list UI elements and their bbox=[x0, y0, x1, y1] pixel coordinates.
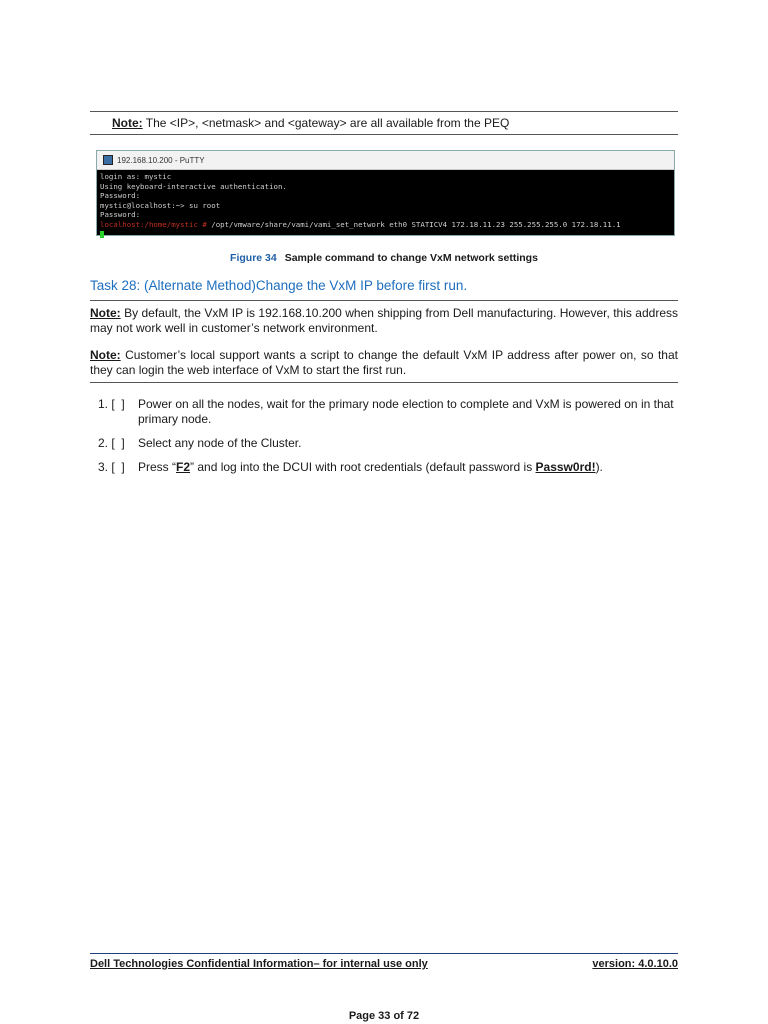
top-note-rule-top bbox=[90, 111, 678, 112]
step-text: Select any node of the Cluster. bbox=[138, 436, 302, 450]
step-text-mid: ” and log into the DCUI with root credentials (default password is bbox=[190, 460, 536, 474]
step-text-post: ). bbox=[595, 460, 603, 474]
footer-confidential: Dell Technologies Confidential Information– for internal use only bbox=[90, 958, 428, 970]
note-local-support bbox=[90, 348, 678, 378]
top-note bbox=[112, 116, 509, 130]
page-number: Page 33 of 72 bbox=[348, 1010, 420, 1022]
terminal-line: Password: bbox=[100, 210, 141, 220]
putty-icon bbox=[103, 155, 113, 165]
terminal-cursor bbox=[100, 231, 104, 238]
note-default-ip bbox=[90, 306, 678, 336]
note-text: The <IP>, <netmask> and <gateway> are all available from the PEQ bbox=[142, 116, 510, 130]
step-checkbox[interactable]: 2. [ ] bbox=[98, 436, 125, 450]
task-heading: Task 28: (Alternate Method)Change the VxM IP before first run. bbox=[90, 278, 468, 293]
note-label: Note: bbox=[112, 116, 143, 130]
terminal-prompt: localhost:/home/mystic # bbox=[100, 219, 207, 229]
terminal-line: Using keyboard-interactive authentication. bbox=[100, 181, 287, 191]
default-password: Passw0rd! bbox=[535, 460, 596, 474]
putty-title: 192.168.10.200 - PuTTY bbox=[117, 155, 205, 165]
figure-caption-text: Sample command to change VxM network settings bbox=[284, 252, 538, 264]
note-text: By default, the VxM IP is 192.168.10.200 when shipping from Dell manufacturing. However, this address may not work well in customer’s network environment. bbox=[90, 306, 678, 335]
step-text-pre: Press “ bbox=[138, 460, 177, 474]
terminal-command: /opt/vmware/share/vami/vami_set_network eth0 STATICV4 172.18.11.23 255.255.255.0 172.18.11.1 bbox=[206, 219, 621, 229]
terminal-command-line bbox=[100, 220, 671, 230]
terminal-cursor-line bbox=[100, 230, 671, 240]
step-item bbox=[98, 460, 678, 475]
top-note-rule-bottom bbox=[90, 134, 678, 135]
step-text: Power on all the nodes, wait for the primary node election to complete and VxM is powered on in that primary node. bbox=[138, 397, 674, 426]
putty-titlebar bbox=[97, 151, 674, 170]
figure-number: Figure 34 bbox=[230, 252, 277, 264]
notes-rule-top bbox=[90, 300, 678, 301]
footer-rule bbox=[90, 953, 678, 954]
step-text bbox=[138, 460, 678, 475]
note-label: Note: bbox=[90, 348, 121, 362]
footer-version: version: 4.0.10.0 bbox=[592, 958, 678, 970]
step-list bbox=[98, 397, 678, 484]
step-item bbox=[98, 397, 678, 427]
key-f2: F2 bbox=[176, 460, 191, 474]
note-label: Note: bbox=[90, 306, 121, 320]
terminal-line: login as: mystic bbox=[100, 172, 172, 181]
terminal-line: mystic@localhost:~> su root bbox=[100, 200, 221, 210]
step-checkbox[interactable]: 3. [ ] bbox=[98, 460, 125, 474]
step-item bbox=[98, 436, 678, 451]
step-checkbox[interactable]: 1. [ ] bbox=[98, 397, 125, 411]
terminal-line: Password: bbox=[100, 191, 141, 201]
terminal-output bbox=[97, 170, 674, 241]
notes-rule-bottom bbox=[90, 382, 678, 383]
note-text: Customer’s local support wants a script to change the default VxM IP address after power on, so that they can login the web interface of VxM to start the first run. bbox=[90, 348, 678, 377]
figure-caption bbox=[0, 252, 768, 264]
putty-screenshot bbox=[96, 150, 675, 236]
